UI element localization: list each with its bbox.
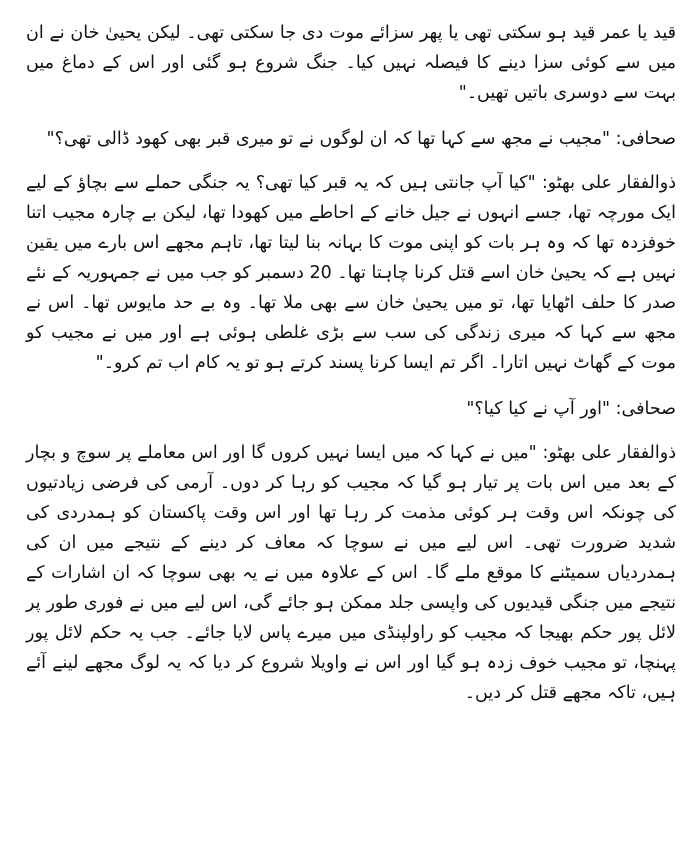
paragraph-narration: قید یا عمر قید ہو سکتی تھی یا پھر سزائے موت دی جا سکتی تھی۔ لیکن یحییٰ خان نے ان میں سے کوئی سزا دینے کا فیصلہ نہیں کیا۔ جنگ شروع ہو گئی اور اس کے دماغ میں بہت سے دوسری باتیں تھیں۔" [26, 23, 676, 103]
paragraph-bhutto-answer-grave: ذوالفقار علی بھٹو: "کیا آپ جانتی ہیں کہ یہ قبر کیا تھی؟ یہ جنگی حملے سے بچاؤ کے لیے ایک مورچہ تھا، جسے انہوں نے جیل خانے کے احاطے میں کھودا تھا، لیکن بے چارہ مجیب اتنا خوفزدہ تھا کہ وہ ہر بات کو اپنی موت کا بہانہ بنا لیتا تھا، تاہم مجھے اس بارے میں یقین نہیں ہے کہ یحییٰ خان اسے قتل کرنا چاہتا تھا۔ 20 دسمبر کو جب میں نے جمہوریہ کے نئے صدر کا حلف اٹھایا تھا، تو میں یحییٰ خان سے بھی ملا تھا۔ وہ بے حد مایوس تھا۔ اس نے مجھ سے کہا کہ میری زندگی کی سب سے بڑی غلطی ہوئی ہے اور میں نے مجیب کو موت کے گھاٹ نہیں اتارا۔ اگر تم ایسا کرنا پسند کرتے ہو تو یہ کام اب تم کرو۔" [26, 173, 677, 373]
paragraph-journalist-question-grave: صحافی: "مجیب نے مجھ سے کہا تھا کہ ان لوگوں نے تو میری قبر بھی کھود ڈالی تھی؟" [46, 129, 676, 149]
document-page [26, 18, 676, 724]
paragraph-journalist-question-action: صحافی: "اور آپ نے کیا کیا؟" [466, 399, 676, 419]
paragraph-bhutto-answer-release: ذوالفقار علی بھٹو: "میں نے کہا کہ میں ایسا نہیں کروں گا اور اس معاملے پر سوچ و بچار کے بعد میں اس بات پر تیار ہو گیا کہ مجیب کو رہا کر دوں۔ آرمی کی فرضی زیادتیوں کی چونکہ اس وقت ہر کوئی مذمت کر رہا تھا اور اس وقت پاکستان کو ہمدردی کی شدید ضرورت تھی۔ اس لیے میں نے سوچا کہ معاف کر دینے کے نتیجے میں ان کی ہمدردیاں سمیٹنے کا موقع ملے گا۔ اس کے علاوہ میں نے یہ بھی سوچا کہ ان اشارات کے نتیجے میں جنگی قیدیوں کی واپسی جلد ممکن ہو جائے گی، اس لیے میں نے فوری طور پر لائل پور حکم بھیجا کہ مجیب کو راولپنڈی میں میرے پاس لایا جائے۔ جب یہ حکم لائل پور پہنچا، تو مجیب خوف زدہ ہو گیا اور اس نے واویلا شروع کر دیا کہ یہ لوگ مجھے لینے آئے ہیں، تاکہ مجھے قتل کر دیں۔ [26, 443, 676, 703]
